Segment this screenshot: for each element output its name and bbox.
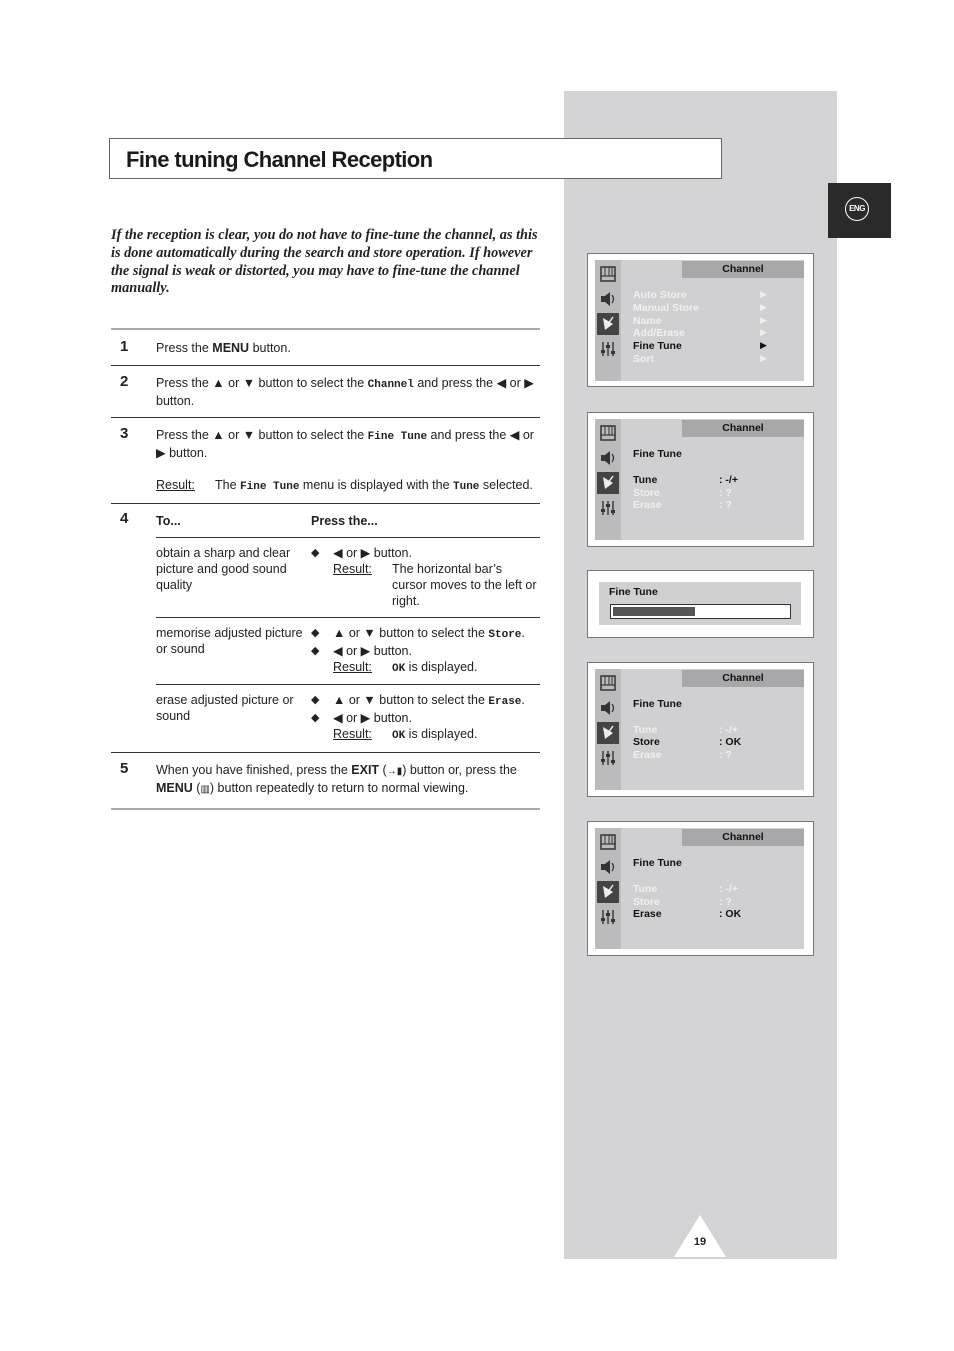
intro-paragraph: If the reception is clear, you do not have to fine-tune the channel, as this is done automatically during the search and store operation. If however the signal is weak or distorted, you may have to fine-tune the channel manually.: [111, 227, 538, 297]
osd-item-store: Store: [633, 487, 660, 499]
osd-title: Fine Tune: [633, 857, 682, 869]
picture-icon: [597, 422, 619, 444]
osd-item-auto-store: Auto Store: [633, 289, 687, 301]
osd-value: : -/+: [719, 474, 738, 486]
picture-icon: [597, 263, 619, 285]
osd-item-store: Store: [633, 896, 660, 908]
osd-fine-tune-tune: [587, 412, 814, 547]
channel-icon: [597, 472, 619, 494]
osd-value: : OK: [719, 908, 742, 920]
step-number: 5: [120, 760, 129, 777]
osd-header: Channel: [682, 670, 804, 687]
column-to: To...: [156, 514, 181, 528]
arrow-right-icon: ▶: [760, 302, 767, 312]
fine-tune-slider: [610, 604, 791, 619]
picture-icon: [597, 672, 619, 694]
setup-icon: [597, 497, 619, 519]
osd-item-manual-store: Manual Store: [633, 302, 699, 314]
page-title: Fine tuning Channel Reception: [126, 147, 433, 172]
osd-value: : ?: [719, 749, 732, 761]
arrow-right-icon: ▶: [760, 327, 767, 337]
osd-icon-column: [595, 828, 621, 949]
arrow-right-icon: ▶: [760, 340, 767, 350]
osd-item-tune: Tune: [633, 724, 658, 736]
setup-icon: [597, 747, 619, 769]
setup-icon: [597, 906, 619, 928]
osd-value: : -/+: [719, 724, 738, 736]
sound-icon: [597, 447, 619, 469]
step-number: 1: [120, 338, 129, 355]
step-2: 2 Press the ▲ or ▼ button to select the Channel and press the ◀ or ▶ button.: [120, 373, 534, 408]
osd-item-sort: Sort: [633, 353, 654, 365]
osd-item-fine-tune: Fine Tune: [633, 340, 682, 352]
step-number: 4: [120, 510, 129, 527]
osd-title: Fine Tune: [633, 448, 682, 460]
setup-icon: [597, 338, 619, 360]
osd-header: Channel: [682, 829, 804, 846]
osd-item-erase: Erase: [633, 499, 662, 511]
osd-title: Fine Tune: [633, 698, 682, 710]
osd-header: Channel: [682, 261, 804, 278]
title-box: [109, 138, 722, 179]
osd-item-tune: Tune: [633, 474, 658, 486]
osd-value: : ?: [719, 487, 732, 499]
osd-value: : -/+: [719, 883, 738, 895]
osd-item-erase: Erase: [633, 749, 662, 761]
arrow-right-icon: ▶: [760, 353, 767, 363]
step-3: 3 Press the ▲ or ▼ button to select the Fine Tune and press the ◀ or ▶ button. Result: The Fine Tune menu is displayed with the Tune selected.: [120, 425, 534, 493]
osd-fine-tune-store: [587, 662, 814, 797]
result-label: Result:: [156, 478, 195, 492]
step-4: [111, 504, 540, 752]
substep-row: obtain a sharp and clear picture and good sound quality ◆ ◀ or ▶ button. Result: The horizontal bar’s cursor moves to the left or right.: [156, 546, 537, 608]
sound-icon: [597, 856, 619, 878]
osd-item-store: Store: [633, 736, 660, 748]
osd-header: Channel: [682, 420, 804, 437]
step-number: 2: [120, 373, 129, 390]
bar-label: Fine Tune: [609, 586, 658, 598]
osd-value: : OK: [719, 736, 742, 748]
sound-icon: [597, 288, 619, 310]
osd-fine-tune-erase: [587, 821, 814, 956]
exit-icon: →▮: [386, 766, 403, 777]
step-5: 5 When you have finished, press the EXIT (→▮) button or, press the MENU (▥) button repeatedly to return to normal viewing.: [120, 760, 517, 795]
page-number: 19: [693, 1236, 707, 1248]
substep-row: memorise adjusted picture or sound ◆ ▲ or ▼ button to select the Store. ◆ ◀ or ▶ button. Result: OK is displayed.: [156, 626, 525, 675]
osd-item-tune: Tune: [633, 883, 658, 895]
picture-icon: [597, 831, 619, 853]
osd-icon-column: [595, 419, 621, 540]
language-tab: [828, 183, 891, 238]
osd-item-name: Name: [633, 315, 662, 327]
sound-icon: [597, 697, 619, 719]
channel-icon: [597, 881, 619, 903]
arrow-right-icon: ▶: [760, 289, 767, 299]
step-1: 1 Press the MENU button.: [120, 338, 291, 355]
osd-channel-menu: [587, 253, 814, 387]
osd-icon-column: [595, 260, 621, 381]
steps-table: [111, 328, 540, 810]
arrow-right-icon: ▶: [760, 315, 767, 325]
step-number: 3: [120, 425, 129, 442]
osd-item-erase: Erase: [633, 908, 662, 920]
substep-row: erase adjusted picture or sound ◆ ▲ or ▼ button to select the Erase. ◆ ◀ or ▶ button. Result: OK is displayed.: [156, 693, 525, 742]
osd-value: : ?: [719, 499, 732, 511]
osd-icon-column: [595, 669, 621, 790]
column-press: Press the...: [311, 514, 378, 528]
menu-button-ref: MENU: [212, 341, 250, 355]
osd-value: : ?: [719, 896, 732, 908]
language-badge: ENG: [845, 197, 869, 221]
channel-icon: [597, 722, 619, 744]
osd-item-add-erase: Add/Erase: [633, 327, 685, 339]
menu-icon: ▥: [200, 784, 210, 795]
slider-fill: [613, 607, 695, 616]
osd-fine-tune-bar: [587, 570, 814, 638]
page-number-badge: [673, 1214, 727, 1258]
channel-icon: [597, 313, 619, 335]
